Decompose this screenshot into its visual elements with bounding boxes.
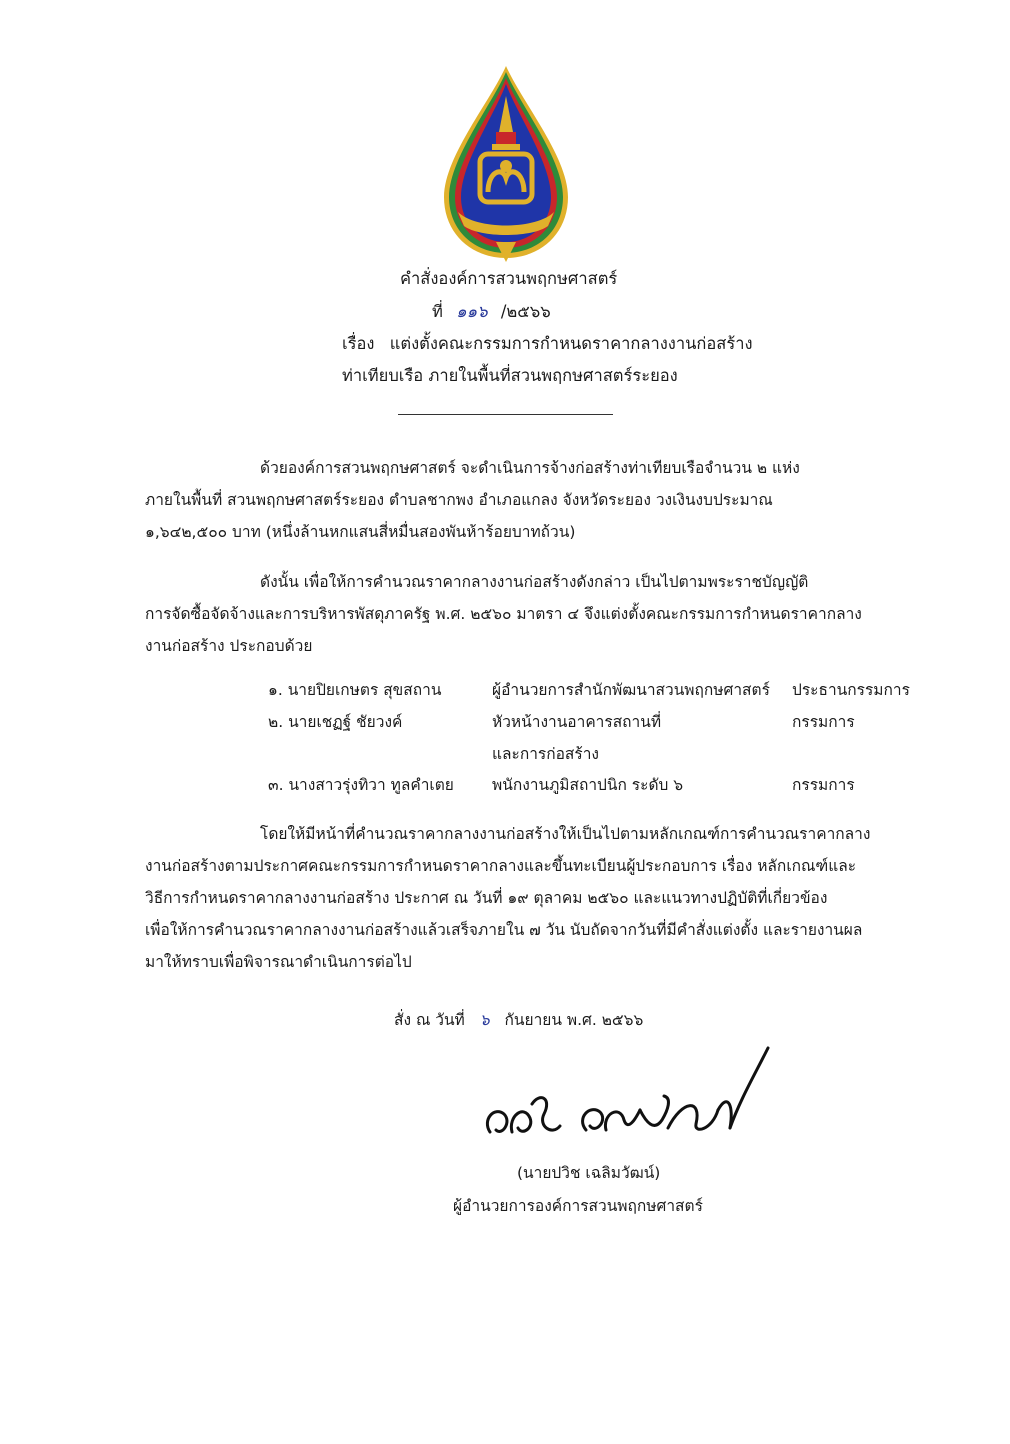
issue-date-month-year: กันยายน พ.ศ. ๒๕๖๖ xyxy=(504,1011,644,1029)
order-number xyxy=(432,301,551,323)
issue-date-day: ๖ xyxy=(479,1011,490,1029)
paragraph-line: การจัดซื้อจัดจ้างและการบริหารพัสดุภาครัฐ พ.ศ. ๒๕๖๐ มาตรา ๔ จึงแต่งตั้งคณะกรรมการกำหนดราคากลาง xyxy=(145,605,862,623)
issue-date xyxy=(394,1004,643,1036)
committee-member-role: กรรมการ xyxy=(792,713,855,731)
order-number-year: /๒๕๖๖ xyxy=(500,302,551,321)
paragraph-line: โดยให้มีหน้าที่คำนวณราคากลางงานก่อสร้างให้เป็นไปตามหลักเกณฑ์การคำนวณราคากลาง xyxy=(260,825,871,843)
order-number-value: ๑๑๖ xyxy=(456,302,488,321)
committee-member-name: ๒. นายเชฏฐ์ ชัยวงค์ xyxy=(268,713,403,731)
paragraph-line: มาให้ทราบเพื่อพิจารณาดำเนินการต่อไป xyxy=(145,953,412,971)
paragraph-duties xyxy=(145,818,917,978)
order-subject-label: เรื่อง xyxy=(342,334,375,353)
order-title: คำสั่งองค์การสวนพฤกษศาสตร์ xyxy=(400,269,618,288)
paragraph-line: ดังนั้น เพื่อให้การคำนวณราคากลางงานก่อสร้างดังกล่าว เป็นไปตามพระราชบัญญัติ xyxy=(260,573,809,591)
paragraph-line: เพื่อให้การคำนวณราคากลางงานก่อสร้างแล้วเสร็จภายใน ๗ วัน นับถัดจากวันที่มีคำสั่งแต่งตั้ง และรายงานผล xyxy=(145,921,863,939)
committee-member-position: พนักงานภูมิสถาปนิก ระดับ ๖ xyxy=(492,776,684,794)
committee-member-position: ผู้อำนวยการสำนักพัฒนาสวนพฤกษศาสตร์ xyxy=(492,681,770,699)
paragraph-appointment xyxy=(145,566,917,662)
handwritten-signature xyxy=(468,1040,788,1150)
organization-emblem-icon xyxy=(436,62,576,267)
order-subject-line1: แต่งตั้งคณะกรรมการกำหนดราคากลางงานก่อสร้าง xyxy=(389,334,753,353)
committee-member-role: ประธานกรรมการ xyxy=(792,681,910,699)
issue-date-prefix: สั่ง ณ วันที่ xyxy=(394,1011,465,1029)
committee-member-position: หัวหน้างานอาคารสถานที่ xyxy=(492,713,662,731)
order-subject xyxy=(342,333,753,355)
committee-member-name: ๓. นางสาวรุ่งทิวา ทูลคำเตย xyxy=(268,776,454,794)
paragraph-line: ภายในพื้นที่ สวนพฤกษศาสตร์ระยอง ตำบลชากพง อำเภอแกลง จังหวัดระยอง วงเงินงบประมาณ xyxy=(145,491,773,509)
committee-member-role: กรรมการ xyxy=(792,776,855,794)
order-subject-line2: ท่าเทียบเรือ ภายในพื้นที่สวนพฤกษศาสตร์ระยอง xyxy=(342,366,678,385)
paragraph-line: งานก่อสร้าง ประกอบด้วย xyxy=(145,637,313,655)
committee-member-position-cont: และการก่อสร้าง xyxy=(492,745,599,763)
signatory-name: (นายปวิช เฉลิมวัฒน์) xyxy=(517,1164,661,1182)
order-number-label: ที่ xyxy=(432,302,443,321)
paragraph-background xyxy=(145,452,917,548)
paragraph-line: ๑,๖๔๒,๕๐๐ บาท (หนึ่งล้านหกแสนสี่หมื่นสองพันห้าร้อยบาทถ้วน) xyxy=(145,523,576,541)
paragraph-line: ด้วยองค์การสวนพฤกษศาสตร์ จะดำเนินการจ้างก่อสร้างท่าเทียบเรือจำนวน ๒ แห่ง xyxy=(260,459,800,477)
header-divider xyxy=(398,414,613,415)
paragraph-line: งานก่อสร้างตามประกาศคณะกรรมการกำหนดราคากลางและขึ้นทะเบียนผู้ประกอบการ เรื่อง หลักเกณฑ์และ xyxy=(145,857,857,875)
paragraph-line: วิธีการกำหนดราคากลางงานก่อสร้าง ประกาศ ณ วันที่ ๑๙ ตุลาคม ๒๕๖๐ และแนวทางปฏิบัติที่เกี่ยวข้อง xyxy=(145,889,828,907)
signatory-position: ผู้อำนวยการองค์การสวนพฤกษศาสตร์ xyxy=(453,1197,703,1215)
committee-member-name: ๑. นายปิยเกษตร สุขสถาน xyxy=(268,681,442,699)
